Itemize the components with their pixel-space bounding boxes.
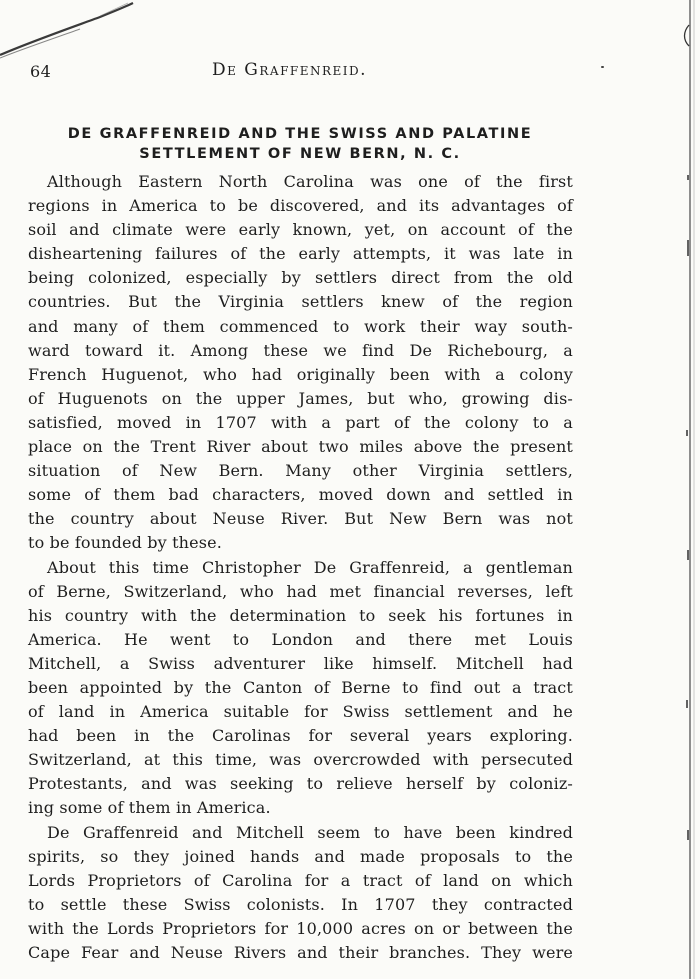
text-line: countries. But the Virginia settlers knew of the region (28, 292, 573, 312)
chapter-title-line: DE GRAFFENREID AND THE SWISS AND PALATINE (67, 126, 533, 142)
text-line: been appointed by the Canton of Berne to find out a tract (28, 677, 573, 697)
text-line: satisfied, moved in 1707 with a part of the colony to a (28, 412, 573, 432)
scan-streak-mark (0, 0, 150, 60)
text-line: some of them bad characters, moved down and settled in (28, 485, 573, 505)
text-line: had been in the Carolinas for several years exploring. (28, 726, 573, 746)
text-line: with the Lords Proprietors for 10,000 acres on or between the (28, 918, 573, 938)
text-line: Lords Proprietors of Carolina for a tract of land on which (28, 870, 573, 890)
text-line: French Huguenot, who had originally been with a colony (28, 364, 573, 384)
text-line: ing some of them in America. (28, 798, 271, 818)
text-line: About this time Christopher De Graffenreid, a gentleman (47, 557, 573, 577)
chapter-title (30, 124, 570, 164)
text-line: Protestants, and was seeking to relieve herself by coloniz- (28, 774, 573, 794)
text-line: his country with the determination to seek his fortunes in (28, 605, 573, 625)
text-line: of land in America suitable for Swiss settlement and he (28, 702, 573, 722)
text-line: being colonized, especially by settlers direct from the old (28, 268, 573, 288)
text-line: and many of them commenced to work their way south- (28, 316, 573, 336)
chapter-title-line: SETTLEMENT OF NEW BERN, N. C. (139, 146, 461, 162)
text-line: De Graffenreid and Mitchell seem to have been kindred (47, 822, 573, 842)
text-line: to be founded by these. (28, 533, 222, 553)
text-line: to settle these Swiss colonists. In 1707 they contracted (28, 894, 573, 914)
text-line: Cape Fear and Neuse Rivers and their branches. They were (28, 943, 573, 962)
body-text (28, 170, 573, 965)
running-head: De Graffenreid. (212, 60, 368, 80)
page-number: 64 (30, 62, 52, 81)
text-line: regions in America to be discovered, and its advantages of (28, 196, 573, 216)
text-line: soil and climate were early known, yet, on account of the (28, 220, 573, 240)
text-line: the country about Neuse River. But New Bern was not (28, 509, 573, 529)
text-line: of Huguenots on the upper James, but who, growing dis- (28, 388, 573, 408)
text-line: Switzerland, at this time, was overcrowded with persecuted (28, 750, 573, 770)
text-line: disheartening failures of the early attempts, it was late in (28, 244, 573, 264)
text-line: of Berne, Switzerland, who had met financial reverses, left (28, 581, 573, 601)
text-line: Mitchell, a Swiss adventurer like himself. Mitchell had (28, 653, 573, 673)
text-line: America. He went to London and there met Louis (28, 629, 573, 649)
text-line: situation of New Bern. Many other Virginia settlers, (28, 461, 573, 481)
speck-mark (601, 66, 604, 68)
binding-edge-mark (680, 0, 700, 979)
text-line: ward toward it. Among these we find De Richebourg, a (28, 340, 573, 360)
text-line: spirits, so they joined hands and made proposals to the (28, 846, 573, 866)
text-line: Although Eastern North Carolina was one of the first (47, 172, 573, 191)
text-line: place on the Trent River about two miles above the present (28, 437, 573, 457)
